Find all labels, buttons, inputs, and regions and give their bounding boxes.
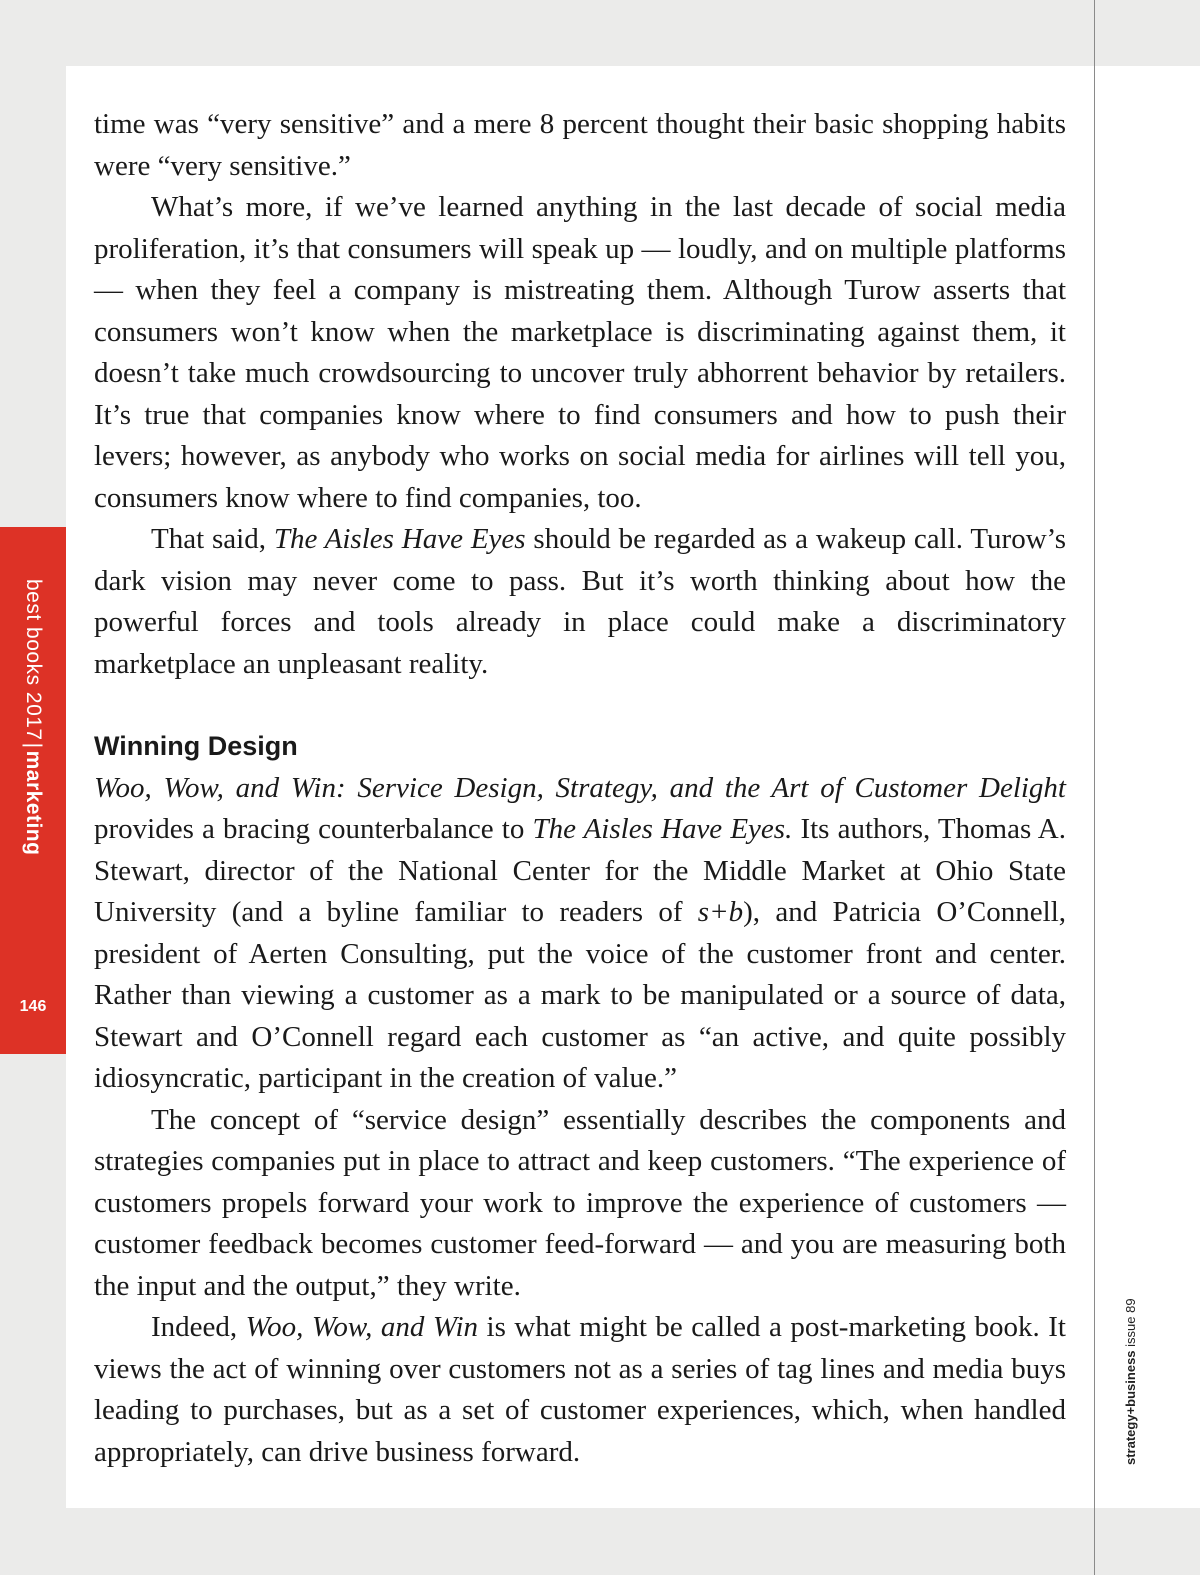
book-title: Woo, Wow, and Win: Service Design, Strategy, and the Art of Customer Delight: [94, 771, 1066, 804]
section-heading: Winning Design: [94, 731, 298, 761]
book-title: Woo, Wow, and Win: [245, 1311, 478, 1343]
magazine-name: s+b: [697, 896, 744, 928]
paragraph: What’s more, if we’ve learned anything in the last decade of social media proliferation, it’s that consumers will speak up — loudly, and on multiple platforms — when they feel a company is mistreating them. Although Turow asserts that consumers won’t know when the marketplace is discriminating against them, it doesn’t take much crowdsourcing to uncover truly abhorrent behavior by retailers. It’s true that companies know where to find consumers and how to push their levers; however, as anybody who works on social media for airlines will tell you, consumers know where to find companies, too.: [94, 191, 1066, 514]
book-title: The Aisles Have Eyes: [273, 523, 526, 555]
issue-label: [1123, 1298, 1138, 1465]
paragraph: The concept of “service design” essentially describes the components and strategies companies put in place to attract and keep customers. “The experience of customers propels forward your work to improve the experience of customers — customer feedback becomes customer feed-forward — and you are measuring both the input and the output,” they write.: [94, 1103, 1066, 1302]
paragraph: time was “very sensitive” and a mere 8 percent thought their basic shopping habits were “very sensitive.”: [94, 108, 1066, 182]
section-name: marketing: [22, 750, 45, 856]
page-number: 146: [19, 998, 47, 1015]
paragraph: [94, 1307, 1066, 1473]
paragraph: [94, 519, 1066, 685]
paragraph-text: Indeed,: [151, 1311, 246, 1343]
paragraph-text: Its authors, Thomas A. Stewart, director of the National Center for the Middle Market at Ohio State University (and a byline familiar to readers of: [94, 813, 1067, 928]
paragraph-text: That said,: [151, 523, 274, 555]
section-label: [21, 579, 45, 855]
issue-number: issue 89: [1123, 1298, 1138, 1347]
brand-name: strategy+business: [1123, 1350, 1138, 1465]
paragraph-text: ), and Patricia O’Connell, president of Aerten Consulting, put the voice of the customer front and center. Rather than viewing a customer as a mark to be manipulated or a source of data, Stewart and O’Connell regard each customer as “an active, and quite possibly idiosyncratic, participant in the creation of value.”: [94, 896, 1067, 1094]
book-title: The Aisles Have Eyes.: [532, 813, 793, 845]
article-body: [94, 104, 1066, 1473]
right-margin: [1095, 66, 1200, 1508]
paragraph-text: is what might be called a post-marketing book. It views the act of winning over customers not as a series of tag lines and media buys leading to purchases, but as a set of customer experiences, which, when handled appropriately, can drive business forward.: [94, 1311, 1066, 1468]
paragraph-text: provides a bracing counterbalance to: [94, 813, 533, 845]
paragraph: [94, 768, 1066, 1100]
label-separator: |: [22, 742, 45, 749]
paragraph-text: should be regarded as a wakeup call. Turow’s dark vision may never come to pass. But it’s worth thinking about how the powerful forces and tools already in place could make a discriminatory marketplace an unpleasant reality.: [94, 523, 1066, 680]
publication-label: best books 2017: [22, 579, 45, 741]
